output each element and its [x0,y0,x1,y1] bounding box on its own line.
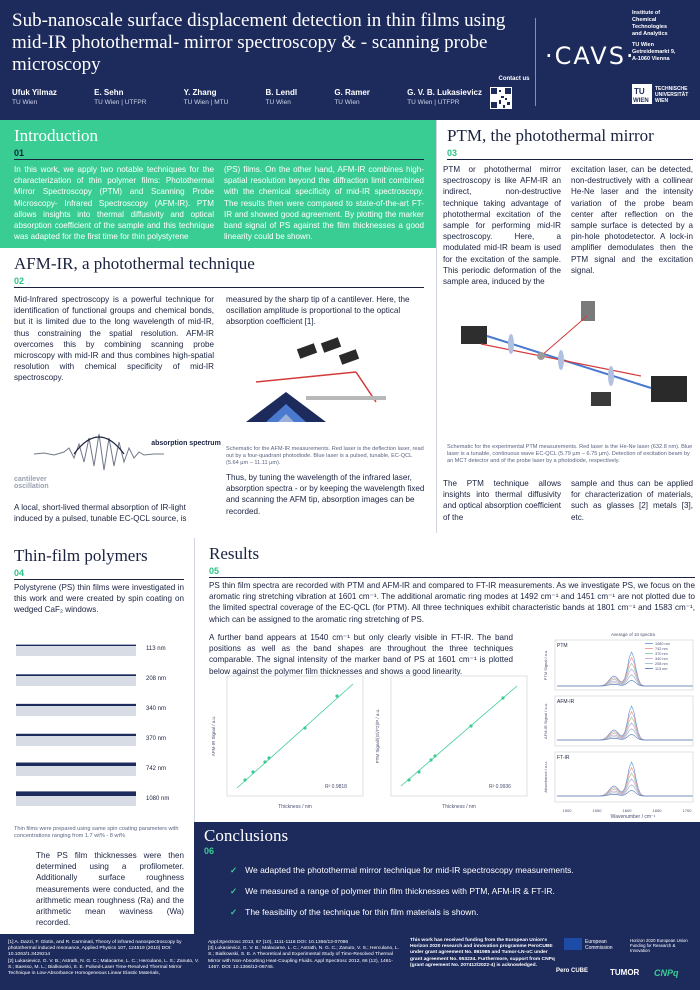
section-number: 01 [14,148,25,158]
afm-paragraph: A local, short-lived thermal absorption of IR-light induced by a pulsed, tunable EC-QCL source, is [14,503,187,524]
thin-film-section [0,538,194,934]
cantilever-oscillation-figure [14,420,214,482]
tu-wien-name: TECHNISCHE UNIVERSITÄT WIEN [655,86,689,104]
afm-figure-caption: Schematic for the AFM-IR measurements. Red laser is the deflection laser, read out by a four-quadrant photodiode. Blue laser is a pulsed, tunable, EC-QCL (5.64 µm – 11.11 µm). [226,446,424,466]
section-rule [209,577,695,578]
film-sample [16,763,166,776]
film-thickness-label: 113 nm [146,646,166,652]
section-number: 06 [204,846,215,856]
films-paragraph: The PS film thicknesses were then determined using a profilometer. Additionally surface roughness measurements were conducted, and the arithmetic mean roughness (Ra) and the arithmetic mean waviness (Wa) recorded. [36,851,184,928]
conclusion-item: ✓ The feasibility of the technique for thin film materials is shown. [230,907,479,917]
section-title: Introduction [14,126,99,145]
film-thickness-label: 1080 nm [146,796,170,802]
author: B. Lendl TU Wien [265,88,298,106]
absorption-spectrum-label: absorption spectrum [151,440,221,447]
author: Ufuk Yilmaz TU Wien [12,88,57,106]
legend-entry: 340 nm [655,657,668,661]
conclusions-section [194,822,700,934]
x-tick-label: 1550 [592,808,602,813]
section-rule [14,159,424,160]
section-title: Thin-film polymers [14,546,148,565]
film-thickness-label: 742 nm [146,766,167,772]
footer [0,934,700,990]
afm-linearity-plot [207,674,367,814]
ptm-paragraph: The PTM technique allows insights into thermal diffusivity and optical absorption coefficient of the [443,479,561,522]
author: G. Ramer TU Wien [334,88,370,106]
header-divider [535,18,536,106]
spectra-panel [543,752,693,802]
x-tick-label: 1650 [652,808,662,813]
x-tick-label: 1500 [562,808,572,813]
section-number: 04 [14,568,25,578]
horizon-label: Horizon 2020 European Union Funding for Research & Innovation [630,938,688,953]
section-number: 03 [447,148,458,158]
film-sample [16,704,166,716]
afm-plot-ylabel: AFM-IR Signal / a.u. [211,715,216,757]
results-paragraph: A further band appears at 1540 cm⁻¹ but only clearly visible in FT-IR. The band positions as well as the band shapes are throughout the three techniques comparable. The signal intensity of the marker band of PS at 1601 cm⁻¹ is plotted below against the polymer film thicknesses and shows a good linearity. [209,633,513,676]
spectra-panel-label: PTM [557,643,568,649]
spectra-panel-label: AFM-IR [557,699,575,705]
intro-paragraph: In this work, we apply two notable techniques for the characterization of thin polymer films: Photothermal Mirror Spectroscopy (PTM) and Scanning Probe Microscopy- Infrared Spectroscopy (AFM-IR). PTM allows insights into thermal diffusivity and optical absorption coefficient of the sample and this technique was adapted for the first time for thin polystyrene [14,165,214,242]
afm-plot-r2: R² 0.9818 [325,784,347,790]
cnpq-logo: CNPq [654,968,679,978]
x-tick-label: 1600 [622,808,632,813]
checkmark-icon: ✓ [230,865,238,875]
film-thickness-figure [14,634,190,814]
ptm-section [436,120,700,533]
section-rule [14,287,424,288]
conclusion-item: ✓ We adapted the photothermal mirror technique for mid-IR spectroscopy measurements. [230,865,574,875]
funding-note: This work has received funding from the European Union's Horizon 2020 research and innovation programme PeroCUBE under grant agreement No. 861985 and Tumor-LN-oC under grant agreement No. 953234. Furthermore, support from CNPq (grant agreement No. 207412/2022-4) is acknowledged. [410,938,555,968]
afm-plot-xlabel: Thickness / nm [278,804,312,810]
institute-address: Institute of Chemical Technologies and Analytics TU Wien Getreidemarkt 9, A-1060 Vienna [632,10,676,62]
section-number: 05 [209,566,220,576]
checkmark-icon: ✓ [230,907,238,917]
legend-entry: 113 nm [655,667,668,671]
eu-flag-icon [564,938,582,950]
legend-entry: 1080 nm [655,642,670,646]
afm-paragraph: Mid-Infrared spectroscopy is a powerful technique for identification of functional groups and chemical bonds, but it is limited due to the long wavelength of mid-IR, thus constraining the spatial resolution. AFM-IR overcomes this by combining scanning probe microscopy with mid-IR and thus combines high-spatial resolution with chemical specificity of mid-IR spectroscopy. [14,295,214,383]
intro-paragraph: (PS) films. On the other hand, AFM-IR combines high-spatial resolution beyond the diffraction limit combined with the chemical specificity of mid-IR spectroscopy. The results then were compared to state-of-the-art FT-IR and showed good agreement. By plotting the marker band signal of PS against the film thicknesses a good linearity could be shown. [224,165,424,242]
results-section [194,538,700,822]
spectra-panel-label: FT-IR [557,755,570,761]
legend-entry: 742 nm [655,647,668,651]
ptm-linearity-plot [371,674,531,814]
author: E. Sehn TU Wien | UTFPR [94,88,147,106]
film-sample [16,734,166,746]
legend-entry: 370 nm [655,652,668,656]
tumor-logo: TUMOR [610,968,640,977]
film-sample [16,791,169,806]
spectra-panel [543,696,693,746]
spectra-panel-ylabel: PTM Signal / a.u. [543,649,548,681]
films-paragraph: Polystyrene (PS) thin films were investigated in this work and were created by spin coating on wedged CaF₂ windows. [14,583,184,615]
qr-code-icon[interactable] [490,87,512,109]
spectra-title: Average of 10 spectra [611,632,655,637]
film-thickness-label: 340 nm [146,706,167,712]
afm-ir-schematic-figure [236,332,416,432]
ptm-plot-r2: R² 0.9936 [489,784,511,790]
spectra-panel [543,640,693,690]
author: Y. Zhang TU Wien | MTU [183,88,229,106]
section-title: AFM-IR, a photothermal technique [14,254,255,273]
tu-wien-logo-icon [632,84,652,104]
film-thickness-label: 208 nm [146,676,167,682]
references-column: Appl.Spectrosc 2013, 67 (10), 1111-1116 DOI: 10.1366/13-07096 [3] Lukasievicz, G. V. B.; Malacarne, L. C.; Astrath, N. G. C.; Zanuto, V. S.; Herculano, L. S.; Bialkowski, S. E. A Theoretical and Experimental Study of Time-Resolved Thermal Mirror with Non-Absorbing Heat-Coupling Fluids. Appl Spectrosc 2012, 66 (12), 1461-1467. DOI: 10.1366/12-06745. [208,940,400,970]
section-number: 02 [14,276,25,286]
afm-paragraph: Thus, by tuning the wavelength of the infrared laser, absorption spectra - or by keeping the wavelength fixed and scanning the AFM tip, absorption images can be recorded. [226,473,425,516]
section-title: Results [209,544,260,563]
section-title: PTM, the photothermal mirror [447,126,654,145]
spectra-plot [533,630,697,820]
afm-ir-section [0,248,436,533]
ptm-plot-ylabel: PTM Signal/(G\/I^2)/P / a.u. [375,708,380,764]
header [0,0,700,120]
perocube-logo: Pero CUBE [556,968,589,974]
svg-text:WIEN: WIEN [633,98,649,104]
ptm-figure-caption: Schematic for the experimental PTM measurements. Red laser is the He-Ne laser (632.8 nm). Blue laser is a tunable, continuous wave EC-QCL (5.79 µm – 6.75 µm). Detection of excitation beam by an MCT detector and of the probe laser by a photodiode, respectively. [447,444,693,464]
film-sample [16,674,166,686]
section-title: Conclusions [204,826,289,845]
x-tick-label: 1700 [682,808,692,813]
conclusion-item: ✓ We measured a range of polymer thin film thicknesses with PTM, AFM-IR & FT-IR. [230,886,555,896]
legend-entry: 208 nm [655,662,668,666]
ptm-plot-xlabel: Thickness / nm [442,804,476,810]
introduction-section [0,120,436,248]
film-thickness-label: 370 nm [146,736,167,742]
author-list [12,88,482,106]
eu-label: European Commission [585,939,613,951]
spectra-xlabel: Wavenumber / cm⁻¹ [610,814,656,820]
conclusions-list [230,860,690,923]
spectra-panel-ylabel: Absorbance / a.u. [543,761,548,793]
spectra-panel-ylabel: AFM-IR Signal / a.u. [543,702,548,740]
contact-label: Contact us [498,76,530,82]
ptm-paragraph: sample and thus can be applied for characterization of materials, such as glasses [2] metals [3], etc. [571,479,693,522]
checkmark-icon: ✓ [230,886,238,896]
cavs-logo: ·CAVS· [545,42,636,70]
author: G. V. B. Lukasievicz TU Wien | UTFPR [407,88,482,106]
ptm-paragraph: PTM or photothermal mirror spectroscopy is like AFM-IR an indirect, non-destructive technique taking advantage of photothermal excitation of the sample for performing mid-IR spectroscopy. Here, a modulated mid-IR beam is used for the excitation of the sample. This periodic deformation of the sample area, induced by the [443,165,561,287]
films-caption: Thin films were prepared using same spin coating parameters with concentrations ranging from 1.7 wt% - 8 wt% [14,826,179,839]
cantilever-oscillation-label: cantilever oscillation [14,476,49,490]
results-paragraph: PS thin film spectra are recorded with PTM and AFM-IR and compared to FT-IR measurements. As we investigate PS, we focus on the aromatic ring stretching vibration at 1601 cm⁻¹. The additional aromatic ring modes at 1492 cm⁻¹ and 1451 cm⁻¹ are not plotted due to the limited spectral coverage of the EC-QCL (for PTM). All three techniques exhibit characteristic bands at 1801 cm⁻¹ and 1583 cm⁻¹, which can be assigned to the aromatic ring stretching of PS. [209,581,695,624]
section-rule [14,579,184,580]
ptm-schematic-figure [441,296,697,432]
film-sample [16,645,166,656]
section-rule [447,159,693,160]
references-column: [1] A. Dazzi, F. Glotin, and R. Carminati, Theory of infrared nanospectroscopy by photothermal induced resonance, Applied Physics 107, 124519 (2010) DOI: 10.1063/1.3429214 [2] Lukasievicz, G. V. B.; Astrath, N. G. C.; Malacarne, L. C.; Herculano, L. S.; Zanuto, V. S.; Baesso, M. L.; Bialkowski, S. E. Pulsed-Laser Time-Resolved Thermal Mirror Technique in Low-Absorbance Homogeneous Linear Elastic Materials, [8,940,200,977]
poster-title: Sub-nanoscale surface displacement detection in thin films using mid-IR photothermal- mirror spectroscopy & - scanning probe microscopy [12,10,506,75]
ptm-paragraph: excitation laser, can be detected, non-destructively with a collinear He-Ne laser and the intensity variation of the probe beam center after reflection on the sample surface is detected by a pin-hole photodetector. A lock-in amplifier demodulates then the PTM signal and the excitation signal. [571,165,693,275]
afm-paragraph: measured by the sharp tip of a cantilever. Here, the oscillation amplitude is proportional to the optical absorption coefficient [1]. [226,295,410,327]
svg-text:TU: TU [634,87,645,96]
